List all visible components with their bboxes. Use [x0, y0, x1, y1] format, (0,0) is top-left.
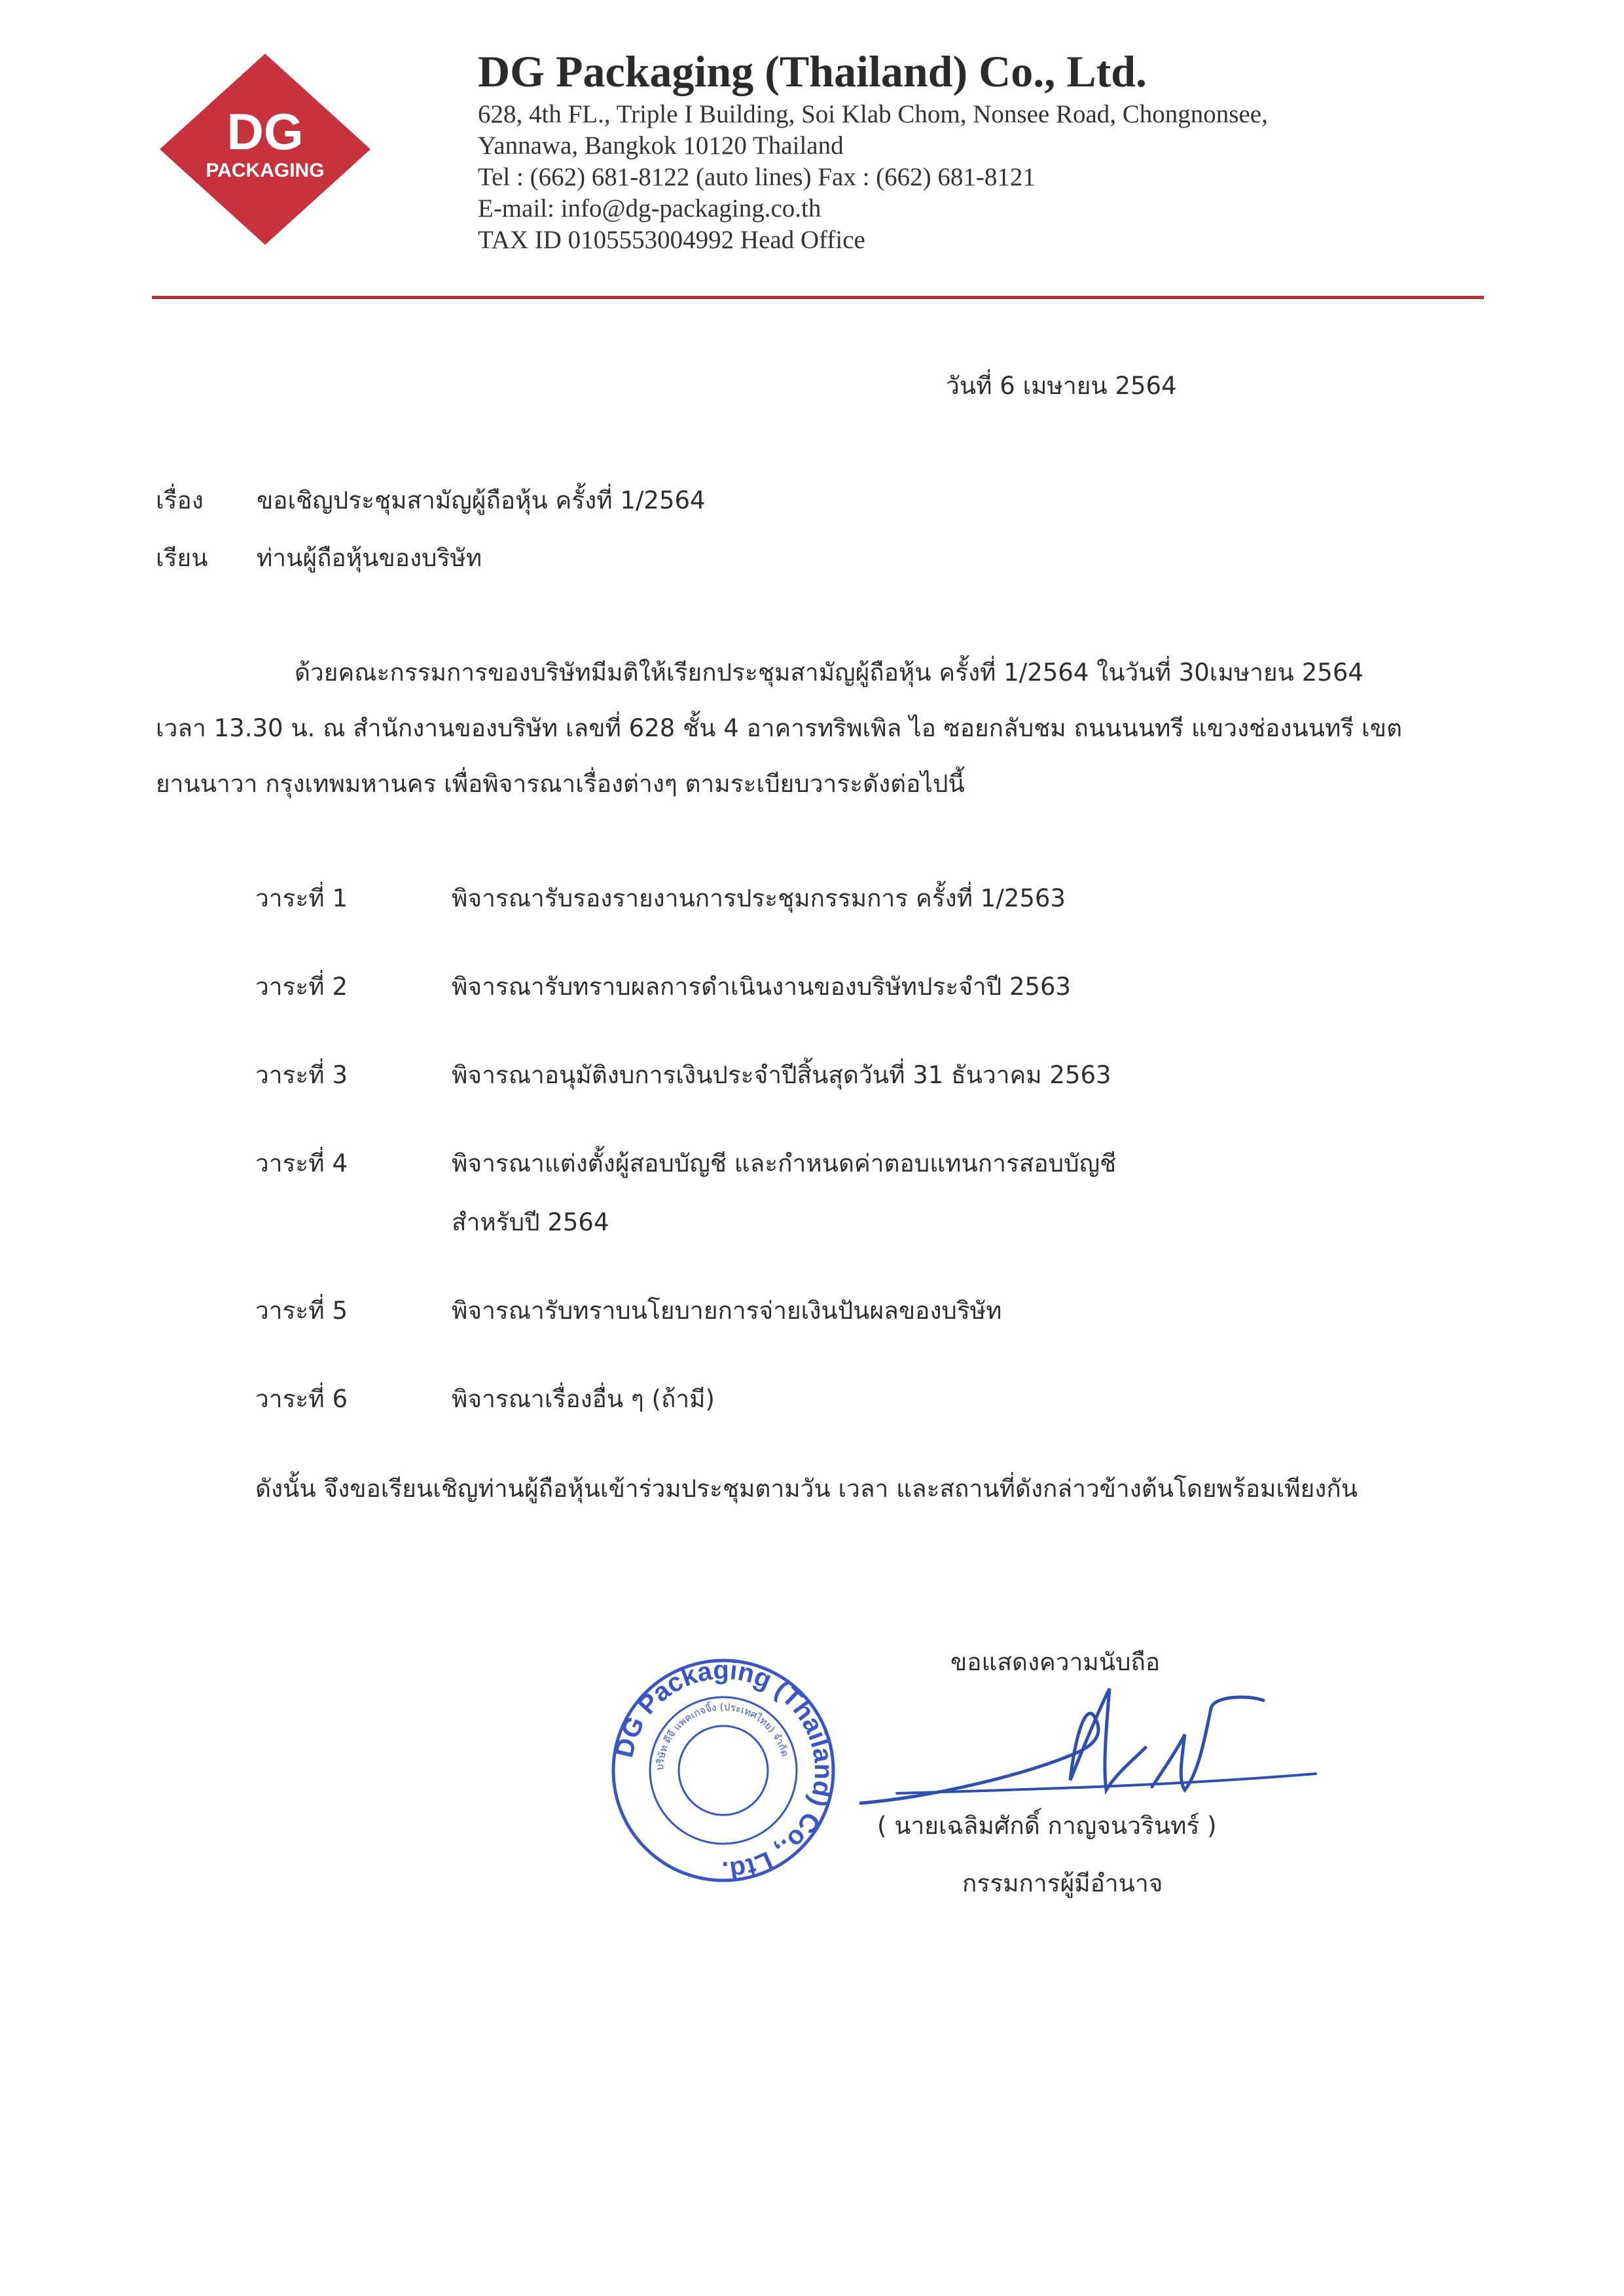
signer-name: ( นายเฉลิมศักดิ์ กาญจนวรินทร์ ) — [877, 1812, 1217, 1840]
subject-text: ขอเชิญประชุมสามัญผู้ถือหุ้น ครั้งที่ 1/2564 — [257, 486, 706, 514]
agenda-label-2: วาระที่ 2 — [255, 973, 348, 1001]
agenda-text-3: พิจารณาอนุมัติงบการเงินประจำปีสิ้นสุดวันที่ 31 ธันวาคม 2563 — [452, 1061, 1111, 1089]
agenda-text-6: พิจารณาเรื่องอื่น ๆ (ถ้ามี) — [452, 1385, 715, 1413]
agenda-text-4-cont: สำหรับปี 2564 — [452, 1208, 609, 1236]
contact-line: Tel : (662) 681-8122 (auto lines) Fax : (662) 681-8121 — [478, 163, 1036, 191]
company-name: DG Packaging (Thailand) Co., Ltd. — [478, 46, 1147, 96]
agenda-label-5: วาระที่ 5 — [255, 1297, 348, 1325]
address-line-1: 628, 4th FL., Triple I Building, Soi Klab Chom, Nonsee Road, Chongnonsee, — [478, 100, 1268, 128]
agenda-label-1: วาระที่ 1 — [255, 884, 348, 912]
address-line-2: Yannawa, Bangkok 10120 Thailand — [478, 132, 844, 160]
letter-date: วันที่ 6 เมษายน 2564 — [946, 372, 1177, 400]
logo-bottom-text: PACKAGING — [206, 160, 325, 181]
agenda-label-4: วาระที่ 4 — [255, 1149, 348, 1177]
email-line: E-mail: info@dg-packaging.co.th — [478, 194, 821, 223]
tax-id-line: TAX ID 0105553004992 Head Office — [478, 226, 865, 254]
handwritten-signature — [857, 1676, 1329, 1826]
stamp-inner-ring — [650, 1697, 797, 1844]
stamp-outer-text: DG Packaging (Thailand) Co., Ltd. — [609, 1656, 838, 1885]
agenda-text-5: พิจารณารับทราบนโยบายการจ่ายเงินปันผลของบริษัท — [452, 1297, 1002, 1325]
signature-stroke-2 — [1152, 1697, 1263, 1790]
svg-text:DG Packaging (Thailand) Co., L — [609, 1656, 838, 1885]
svg-text:บริษัท ดีจี แพคเกจจิ้ง (ประเทศ — [654, 1701, 791, 1771]
body-line-3: ยานนาวา กรุงเทพมหานคร เพื่อพิจารณาเรื่องต่างๆ ตามระเบียบวาระดังต่อไปนี้ — [156, 770, 965, 798]
company-logo — [157, 51, 373, 247]
subject-label: เรื่อง — [156, 486, 204, 514]
body-line-1: ด้วยคณะกรรมการของบริษัทมีมติให้เรียกประชุมสามัญผู้ถือหุ้น ครั้งที่ 1/2564 ในวันที่ 30เมษายน 2564 — [295, 658, 1363, 687]
recipient-text: ท่านผู้ถือหุ้นของบริษัท — [257, 544, 482, 572]
header-divider — [152, 296, 1484, 299]
closing-paragraph: ดังนั้น จึงขอเรียนเชิญท่านผู้ถือหุ้นเข้าร่วมประชุมตามวัน เวลา และสถานที่ดังกล่าวข้างต้นโดยพร้อมเพียงกัน — [255, 1475, 1358, 1503]
agenda-label-3: วาระที่ 3 — [255, 1061, 348, 1089]
body-line-2: เวลา 13.30 น. ณ สำนักงานของบริษัท เลขที่ 628 ชั้น 4 อาคารทริพเพิล ไอ ซอยกลับชม ถนนนนทรี แขวงช่องนนทรี เขต — [156, 714, 1403, 742]
recipient-label: เรียน — [156, 544, 208, 572]
regards-text: ขอแสดงความนับถือ — [950, 1648, 1161, 1676]
company-stamp — [609, 1656, 838, 1885]
agenda-text-4: พิจารณาแต่งตั้งผู้สอบบัญชี และกำหนดค่าตอบแทนการสอบบัญชี — [452, 1149, 1117, 1177]
agenda-text-2: พิจารณารับทราบผลการดำเนินงานของบริษัทประจำปี 2563 — [452, 973, 1072, 1001]
signer-title: กรรมการผู้มีอำนาจ — [962, 1869, 1163, 1897]
logo-top-text: DG — [226, 103, 304, 160]
agenda-text-1: พิจารณารับรองรายงานการประชุมกรรมการ ครั้งที่ 1/2563 — [452, 884, 1066, 912]
agenda-label-6: วาระที่ 6 — [255, 1385, 348, 1413]
stamp-inner-text: บริษัท ดีจี แพคเกจจิ้ง (ประเทศไทย) จำกัด — [653, 1700, 791, 1771]
stamp-center-ring — [679, 1726, 768, 1815]
